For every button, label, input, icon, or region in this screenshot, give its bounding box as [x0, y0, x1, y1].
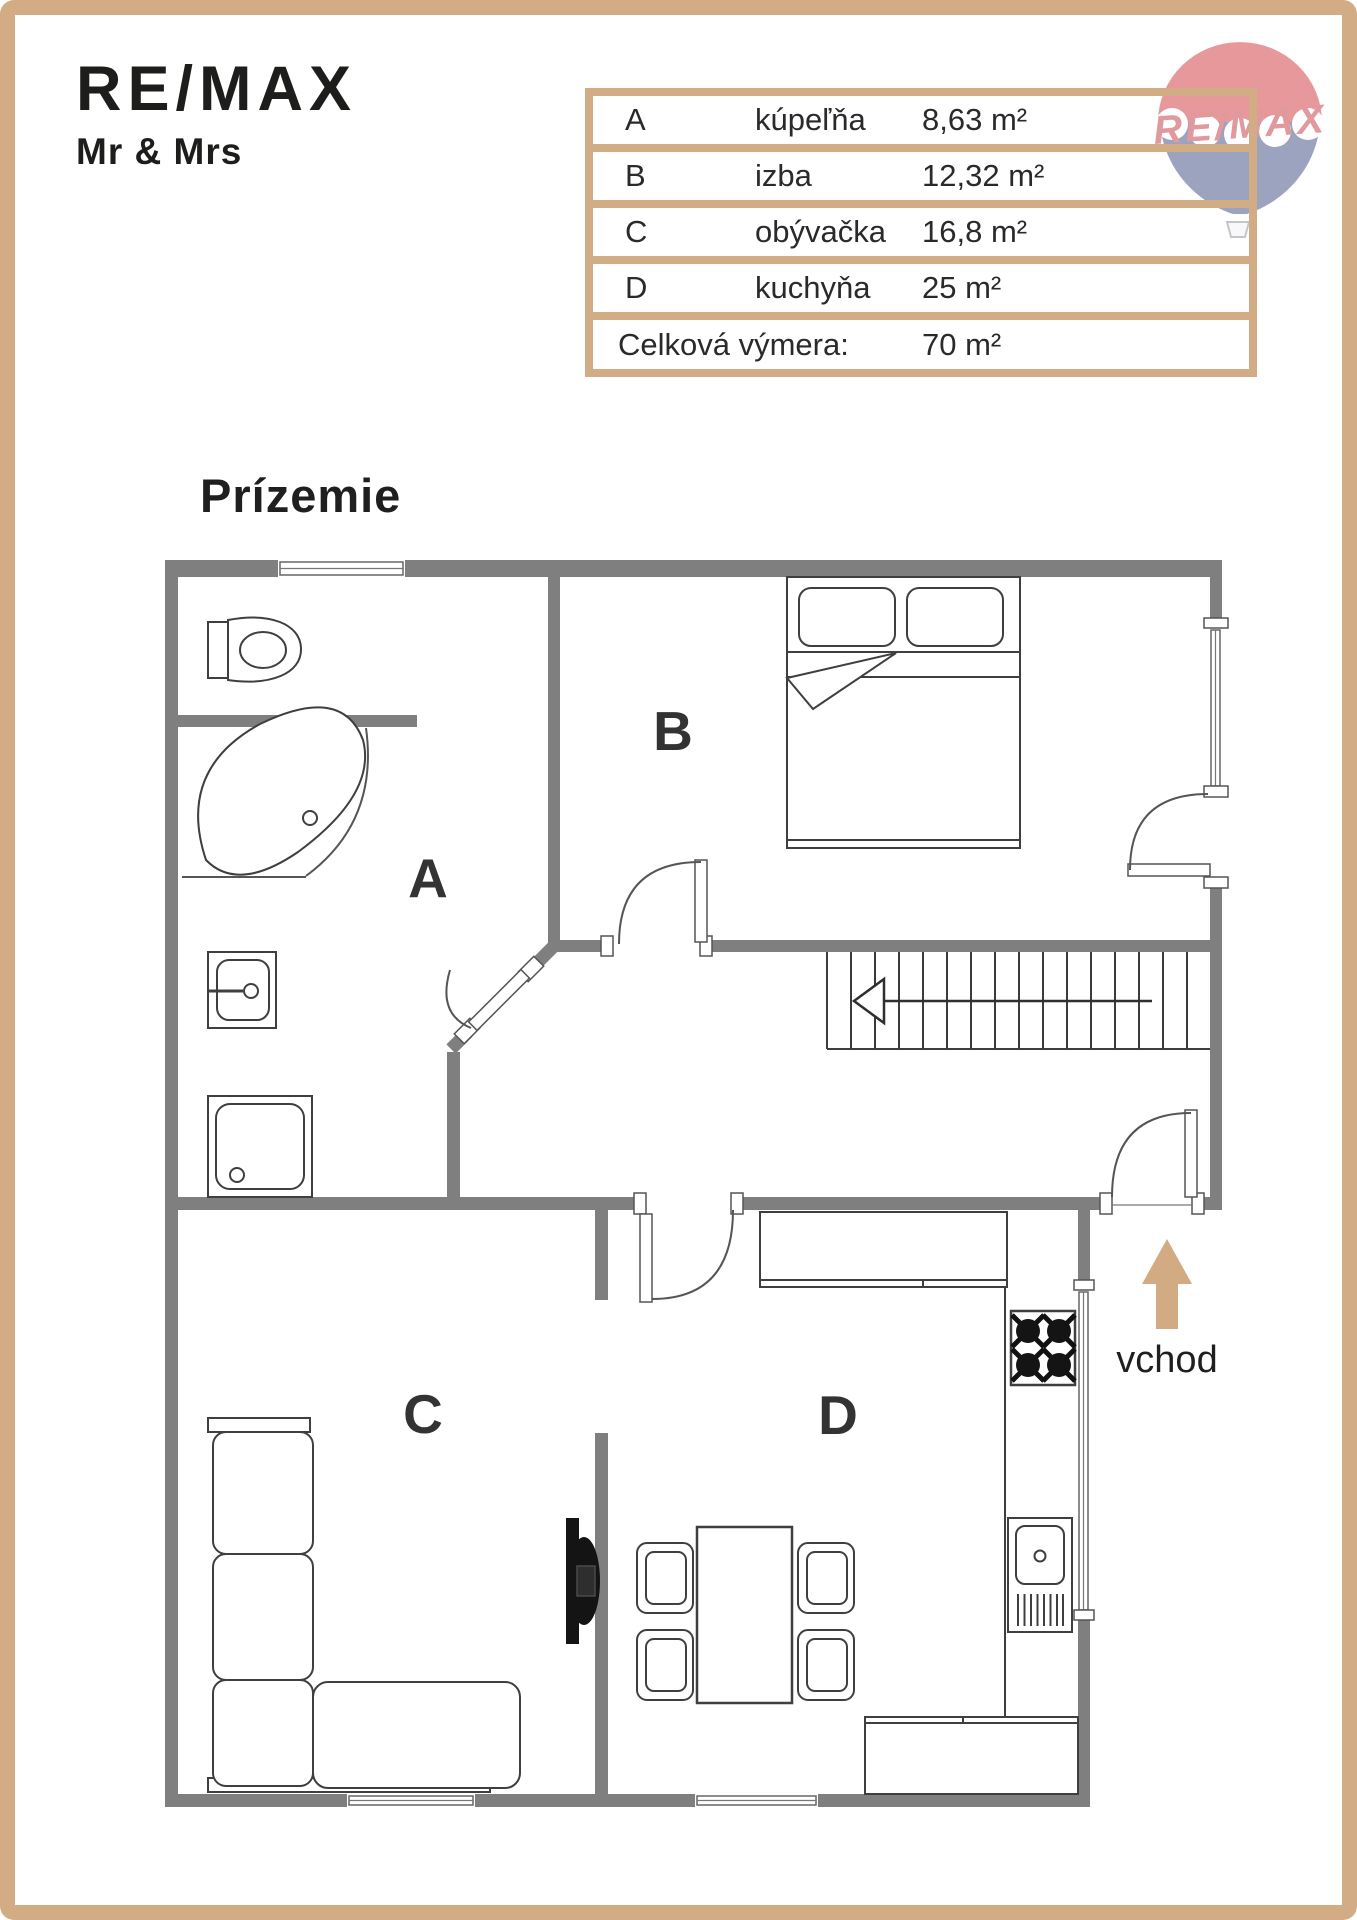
- legend-total-value: 70 m²: [922, 326, 1002, 362]
- window-top: [278, 560, 405, 577]
- sofa: [208, 1418, 520, 1792]
- staircase: [827, 952, 1210, 1049]
- door-kitchen: [634, 1193, 743, 1302]
- toilet: [208, 618, 301, 682]
- room-label-d: D: [818, 1384, 858, 1446]
- window-bottom-left: [347, 1794, 475, 1807]
- brand-subtitle: Mr & Mrs: [76, 131, 243, 172]
- shower: [208, 1096, 312, 1197]
- legend-row-c: [593, 200, 1249, 256]
- window-bottom-right: [695, 1794, 818, 1807]
- brand-logo-text: RE/MAX: [76, 54, 358, 124]
- double-bed: [787, 577, 1020, 848]
- legend-room-letter: B: [625, 158, 646, 193]
- kitchen-sink: [1008, 1518, 1072, 1632]
- door-entrance: [1100, 1110, 1204, 1214]
- balloon-brand-text: RE/MAX: [1151, 96, 1329, 154]
- legend-row-d: [593, 256, 1249, 312]
- stove: [1011, 1311, 1075, 1385]
- area-legend-table: [585, 88, 1257, 377]
- legend-room-name: kuchyňa: [755, 270, 871, 305]
- floor-title: Prízemie: [200, 469, 402, 522]
- legend-room-name: izba: [755, 158, 812, 193]
- legend-room-area: 16,8 m²: [922, 214, 1028, 249]
- kitchen-counter-bottom: [865, 1717, 1078, 1794]
- legend-room-letter: C: [625, 214, 648, 249]
- room-label-c: C: [403, 1383, 443, 1445]
- door-bedroom: [601, 860, 712, 956]
- legend-room-area: 8,63 m²: [922, 102, 1028, 137]
- legend-room-letter: A: [625, 102, 646, 137]
- legend-row-b: [593, 144, 1249, 200]
- legend-total-label: Celková výmera:: [618, 326, 849, 362]
- washbasin: [208, 952, 276, 1028]
- dining-chair: [637, 1630, 693, 1700]
- bathtub: [182, 707, 368, 877]
- tv: [566, 1518, 600, 1644]
- window-right-bedroom: [1204, 618, 1228, 788]
- door-terrace: [1128, 786, 1228, 888]
- entrance-arrow-icon: [1142, 1239, 1192, 1329]
- dining-table: [697, 1527, 792, 1703]
- legend-room-name: kúpeľňa: [755, 102, 866, 137]
- dining-chair: [637, 1543, 693, 1613]
- entrance-label: vchod: [1116, 1339, 1218, 1381]
- window-kitchen: [1074, 1280, 1094, 1620]
- dining-chair: [798, 1543, 854, 1613]
- room-label-a: A: [408, 847, 448, 909]
- door-bathroom: [446, 956, 543, 1043]
- legend-room-letter: D: [625, 270, 648, 305]
- legend-total-row: [593, 312, 1249, 369]
- dining-chair: [798, 1630, 854, 1700]
- legend-room-area: 25 m²: [922, 270, 1002, 305]
- room-label-b: B: [653, 700, 693, 762]
- legend-room-name: obývačka: [755, 214, 886, 249]
- brand-logo: [76, 54, 358, 173]
- legend-room-area: 12,32 m²: [922, 158, 1045, 193]
- legend-row-a: [593, 96, 1249, 144]
